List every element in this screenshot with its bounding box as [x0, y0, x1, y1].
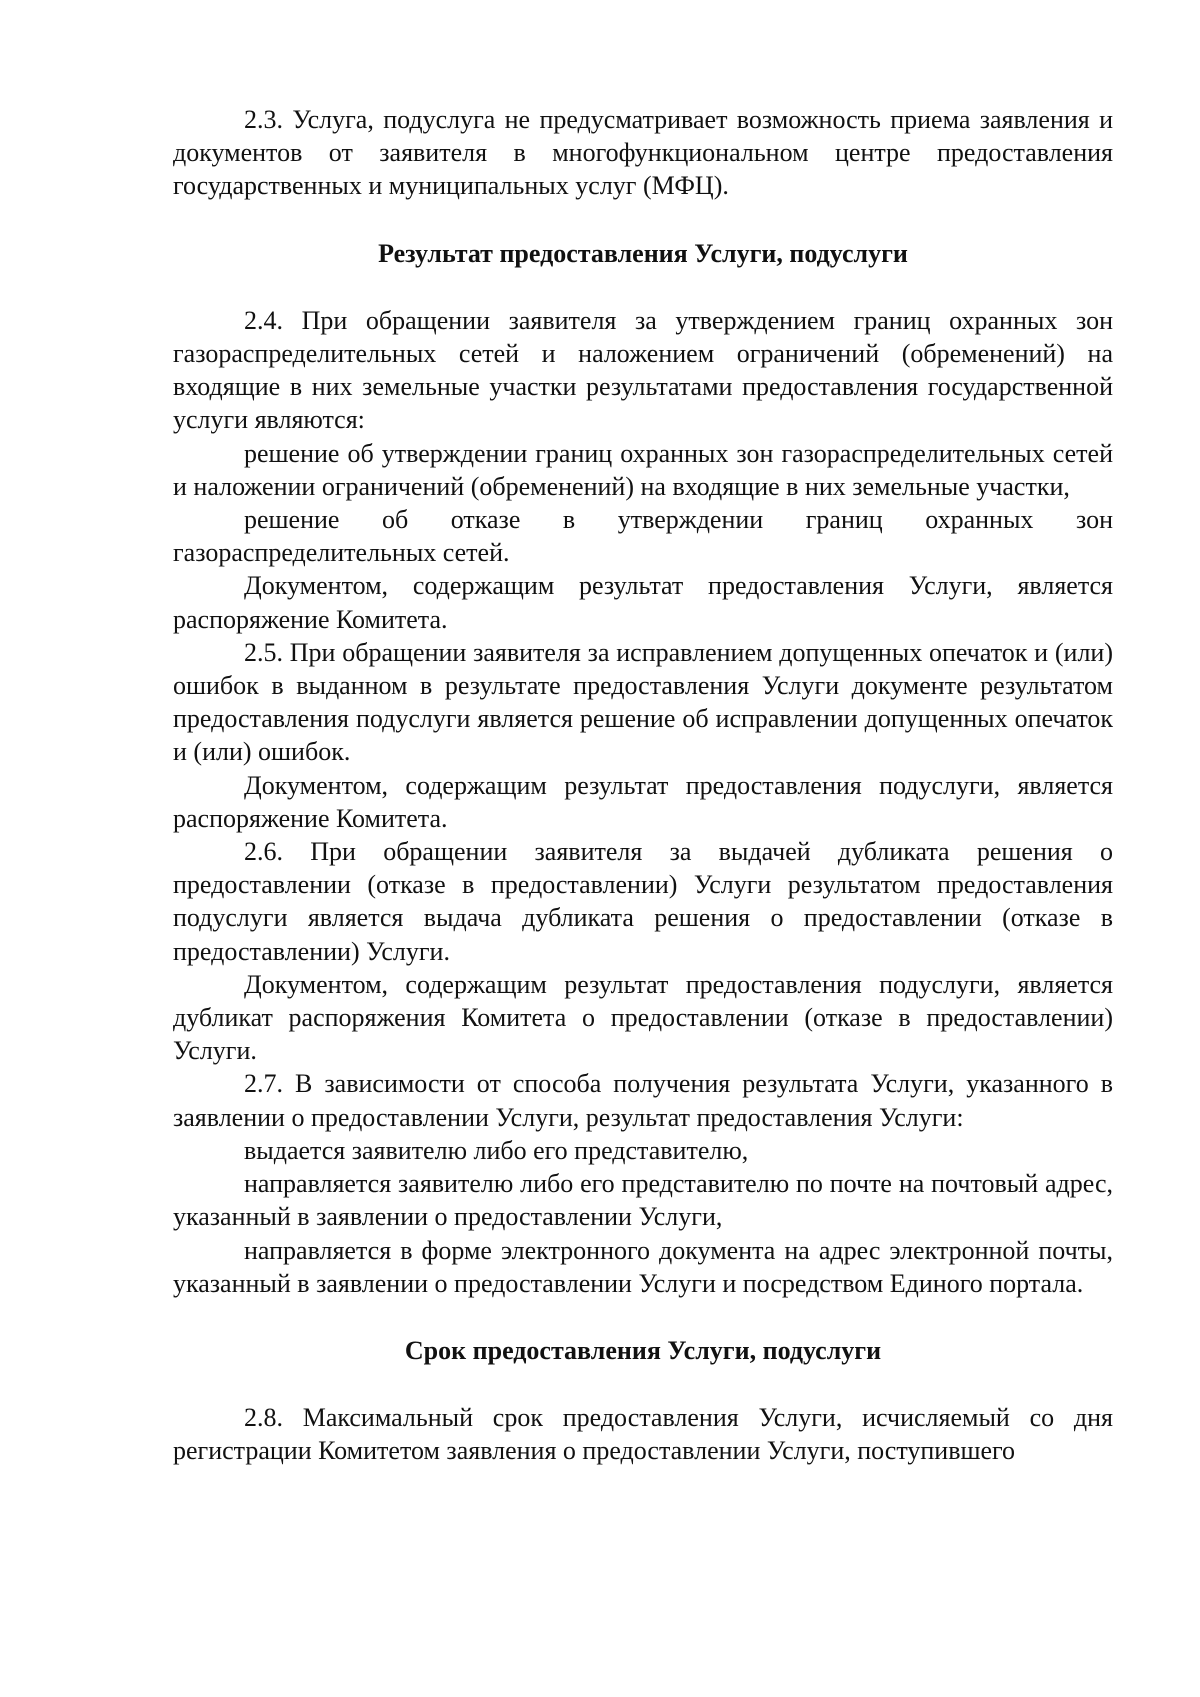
paragraph-2-4-document: Документом, содержащим результат предоставления Услуги, является распоряжение Комитета.: [173, 571, 1113, 634]
section-heading-result: Результат предоставления Услуги, подуслуги: [378, 238, 908, 268]
paragraph-2-7-item-3: направляется в форме электронного документа на адрес электронной почты, указанный в заявлении о предоставлении Услуги и посредством Единого портала.: [173, 1235, 1113, 1298]
paragraph-2-4-item-2: решение об отказе в утверждении границ охранных зон газораспределительных сетей.: [173, 505, 1113, 568]
section-heading-term: Срок предоставления Услуги, подуслуги: [404, 1335, 882, 1365]
paragraph-2-8: 2.8. Максимальный срок предоставления Услуги, исчисляемый со дня регистрации Комитетом заявления о предоставлении Услуги, поступившего: [173, 1403, 1113, 1466]
document-page: [173, 103, 1113, 1468]
paragraph-2-5-document: Документом, содержащим результат предоставления подуслуги, является распоряжение Комитета.: [173, 770, 1113, 833]
paragraph-2-7-item-1: выдается заявителю либо его представителю,: [244, 1135, 749, 1165]
paragraph-2-6: 2.6. При обращении заявителя за выдачей дубликата решения о предоставлении (отказе в предоставлении) Услуги результатом предоставления подуслуги является выдача дубликата решения о предоставлении (отказе в предоставлении) Услуги.: [173, 837, 1113, 966]
paragraph-2-7: 2.7. В зависимости от способа получения результата Услуги, указанного в заявлении о предоставлении Услуги, результат предоставления Услуги:: [173, 1069, 1113, 1132]
paragraph-2-6-document: Документом, содержащим результат предоставления подуслуги, является дубликат распоряжения Комитета о предоставлении (отказе в предоставлении) Услуги.: [173, 969, 1113, 1066]
paragraph-2-4-item-1: решение об утверждении границ охранных зон газораспределительных сетей и наложении ограничений (обременений) на входящие в них земельные участки,: [173, 438, 1113, 501]
paragraph-2-5: 2.5. При обращении заявителя за исправлением допущенных опечаток и (или) ошибок в выданном в результате предоставления Услуги документе результатом предоставления подуслуги является решение об исправлении допущенных опечаток и (или) ошибок.: [173, 637, 1113, 767]
paragraph-2-4: 2.4. При обращении заявителя за утверждением границ охранных зон газораспределительных сетей и наложением ограничений (обременений) на входящие в них земельные участки результатами предоставления государственной услуги являются:: [173, 305, 1113, 435]
paragraph-2-7-item-2: направляется заявителю либо его представителю по почте на почтовый адрес, указанный в заявлении о предоставлении Услуги,: [173, 1169, 1113, 1232]
paragraph-2-3: 2.3. Услуга, подуслуга не предусматривает возможность приема заявления и документов от заявителя в многофункциональном центре предоставления государственных и муниципальных услуг (МФЦ).: [173, 105, 1113, 201]
